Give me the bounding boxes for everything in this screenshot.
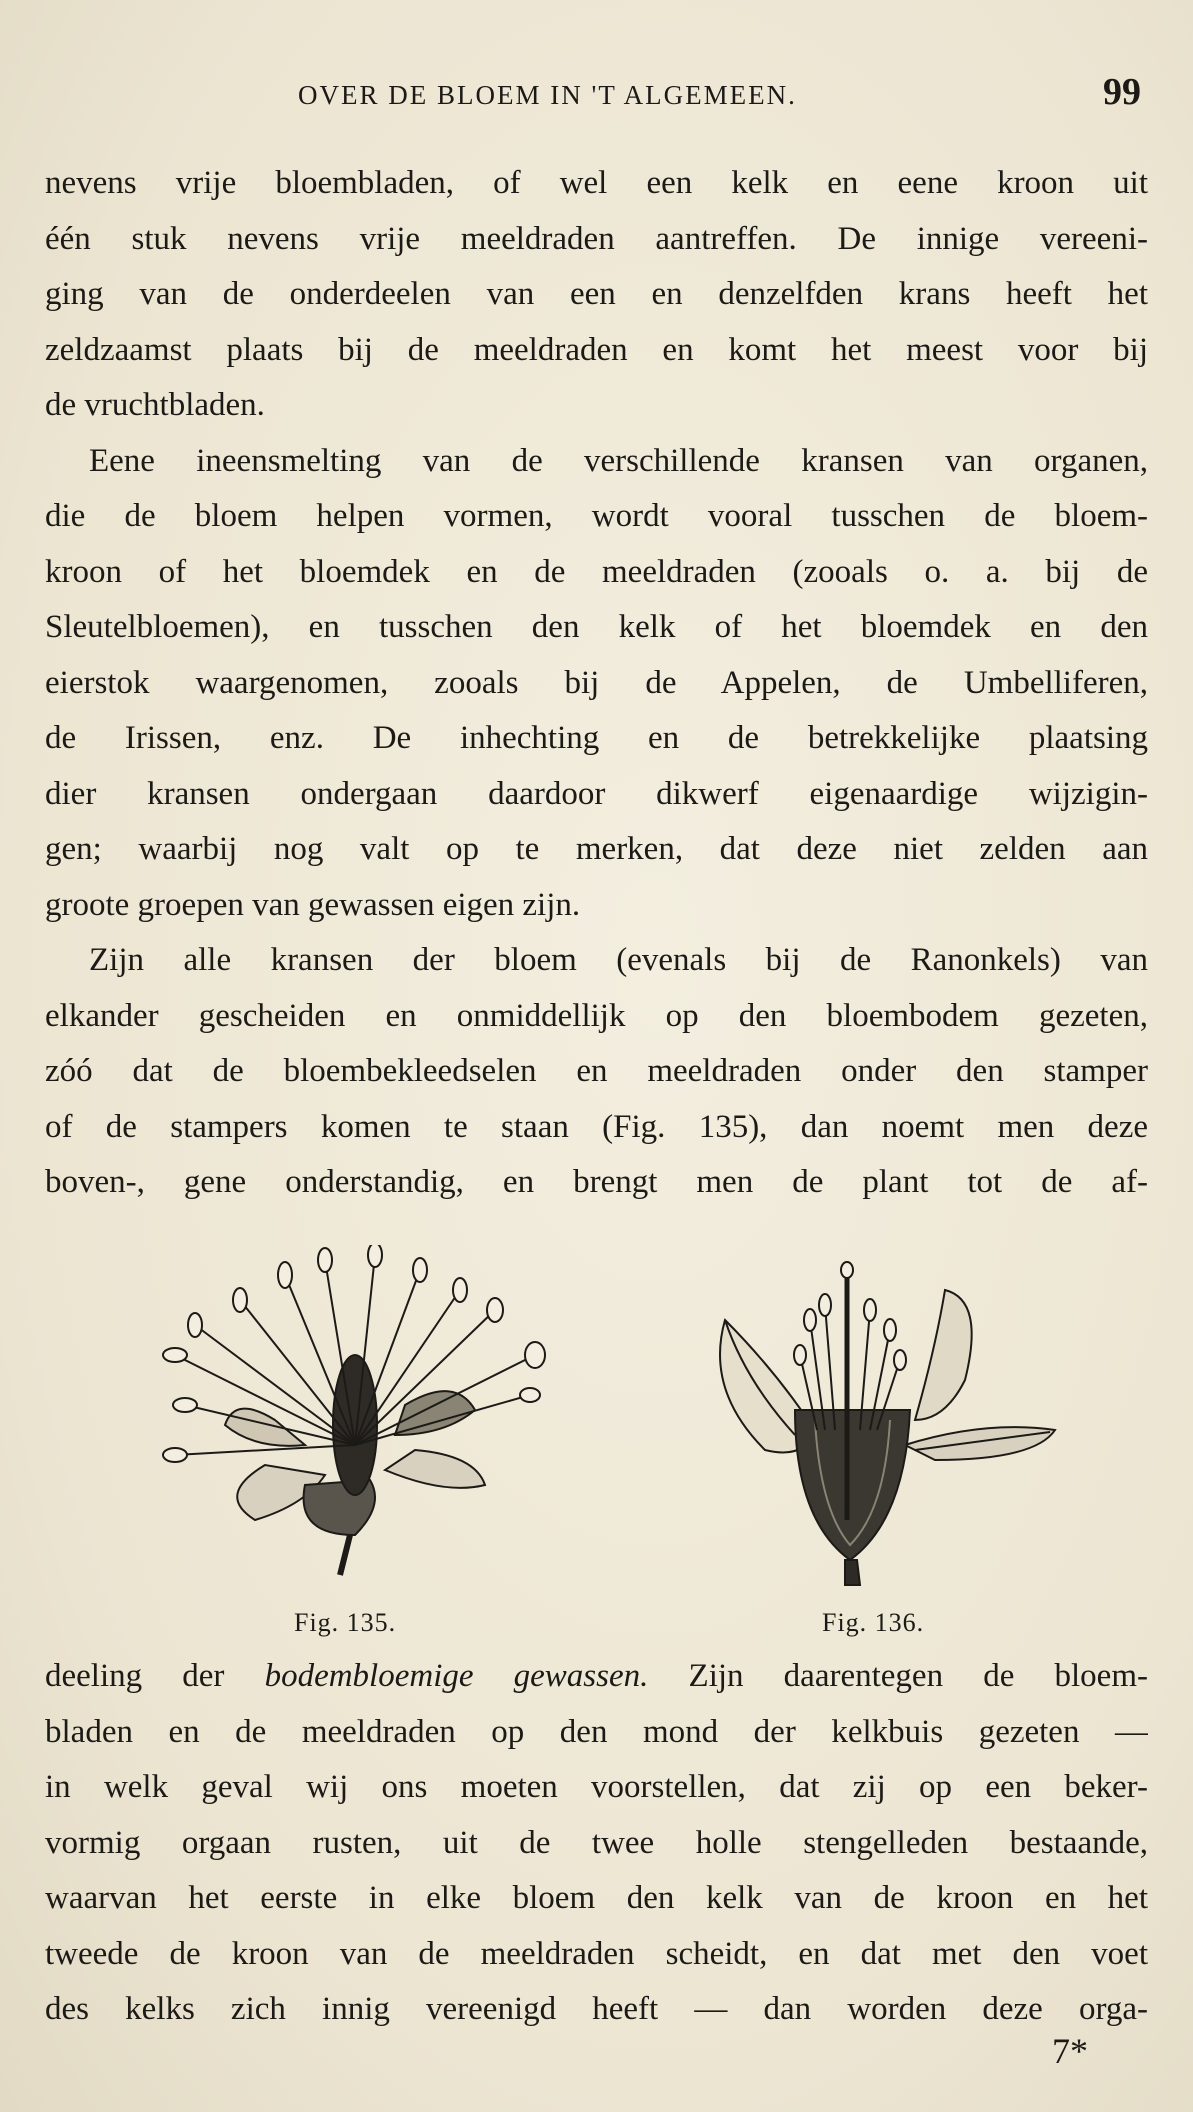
text-line: in welk geval wij ons moeten voorstellen, dat zij op een beker- [45, 1769, 1148, 1805]
text-line: des kelks zich innig vereenigd heeft — dan worden deze orga- [45, 1991, 1148, 2027]
body-text-upper [45, 156, 1148, 1211]
running-title: OVER DE BLOEM IN 'T ALGEMEEN. [298, 80, 797, 110]
text-line: gen; waarbij nog valt op te merken, dat deze niet zelden aan [45, 831, 1148, 867]
text-line: de Irissen, enz. De inhechting en de betrekkelijke plaatsing [45, 720, 1148, 756]
figure-135-caption: Fig. 135. [294, 1608, 397, 1637]
text-span: deeling der [45, 1658, 265, 1694]
italic-term: bodembloemige gewassen. [264, 1658, 649, 1694]
text-line: eierstok waargenomen, zooals bij de Appelen, de Umbelliferen, [45, 664, 1148, 701]
paragraph-start-line: Zijn alle kransen der bloem (evenals bij de Ranonkels) van [89, 942, 1148, 978]
flower-stamens-drawing [155, 1245, 575, 1585]
text-line: elkander gescheiden en onmiddellijk op den bloembodem gezeten, [45, 997, 1148, 1034]
text-line: waarvan het eerste in elke bloem den kelk van de kroon en het [45, 1880, 1148, 1916]
text-line: dier kransen ondergaan daardoor dikwerf eigenaardige wijzigin- [45, 775, 1148, 812]
body-text-lower [45, 1649, 1148, 2038]
paragraph-start-line: Eene ineensmelting van de verschillende kransen van organen, [89, 442, 1148, 479]
signature-mark: 7* [1052, 2031, 1088, 2071]
text-line: kroon of het bloemdek en de meeldraden (zooals o. a. bij de [45, 553, 1148, 590]
text-line: bladen en de meeldraden op den mond der kelkbuis gezeten — [45, 1713, 1148, 1750]
running-head [0, 70, 1193, 120]
flower-section-drawing [705, 1260, 1085, 1590]
text-line: nevens vrije bloembladen, of wel een kelk en eene kroon uit [45, 165, 1148, 201]
figure-136-caption: Fig. 136. [822, 1608, 925, 1637]
text-line: één stuk nevens vrije meeldraden aantreffen. De innige vereeni- [45, 220, 1148, 257]
text-line: tweede de kroon van de meeldraden scheidt, en dat met den voet [45, 1935, 1148, 1972]
text-line: zóó dat de bloembekleedselen en meeldraden onder den stamper [45, 1053, 1148, 1089]
text-line: de vruchtbladen. [45, 387, 265, 423]
figure-135-illustration [155, 1245, 575, 1585]
text-span: Zijn daarentegen de bloem- [648, 1658, 1148, 1694]
figure-136-illustration [705, 1260, 1085, 1590]
text-line: ging van de onderdeelen van een en denzelfden krans heeft het [45, 276, 1148, 312]
text-line: boven-, gene onderstandig, en brengt men de plant tot de af- [45, 1164, 1148, 1200]
text-line: Sleutelbloemen), en tusschen den kelk of het bloemdek en den [45, 609, 1148, 645]
text-line: vormig orgaan rusten, uit de twee holle stengelleden bestaande, [45, 1824, 1148, 1861]
text-line: of de stampers komen te staan (Fig. 135), dan noemt men deze [45, 1108, 1148, 1145]
text-line: zeldzaamst plaats bij de meeldraden en komt het meest voor bij [45, 331, 1148, 368]
text-line: die de bloem helpen vormen, wordt vooral tusschen de bloem- [45, 498, 1148, 534]
text-line-with-italic [45, 1649, 1148, 1705]
page-number: 99 [1103, 71, 1141, 113]
text-line: groote groepen van gewassen eigen zijn. [45, 886, 581, 923]
